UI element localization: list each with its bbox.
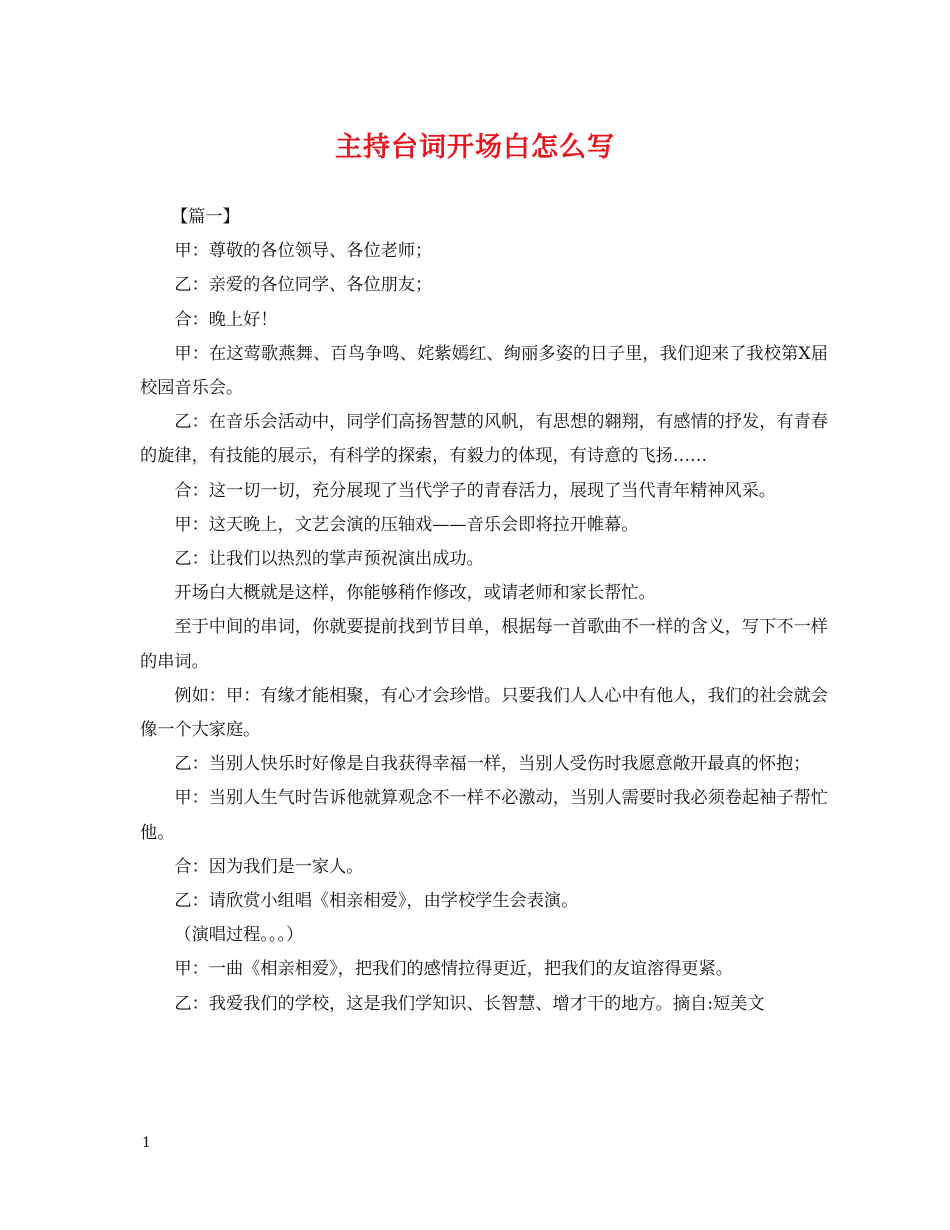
paragraph: 甲：当别人生气时告诉他就算观念不一样不必激动，当别人需要时我必须卷起袖子帮忙他。 [140, 788, 828, 843]
paragraph: 甲：尊敬的各位领导、各位老师； [174, 241, 433, 262]
paragraph: 例如：甲：有缘才能相聚，有心才会珍惜。只要我们人人心中有他人，我们的社会就会像一个大家庭。 [140, 685, 828, 741]
paragraph: 开场白大概就是这样，你能够稍作修改，或请老师和家长帮忙。 [174, 583, 656, 604]
paragraph: 乙：我爱我们的学校，这是我们学知识、长智慧、增才干的地方。摘自:短美文 [174, 993, 765, 1014]
document-body [140, 200, 828, 1021]
paragraph: 合：晚上好！ [174, 309, 278, 330]
paragraph: 乙：在音乐会活动中，同学们高扬智慧的风帆，有思想的翱翔，有感情的抒发，有青春的旋律，有技能的展示，有科学的探索，有毅力的体现，有诗意的飞扬…… [140, 412, 828, 467]
section-heading: 【篇一】 [170, 207, 240, 227]
paragraph: 乙：请欣赏小组唱《相亲相爱》，由学校学生会表演。 [174, 891, 579, 912]
paragraph: 乙：让我们以热烈的掌声预祝演出成功。 [174, 549, 484, 570]
paragraph: 合：这一切一切，充分展现了当代学子的青春活力，展现了当代青年精神风采。 [174, 480, 776, 501]
paragraph: （演唱过程。。。） [174, 925, 304, 946]
paragraph: 合：因为我们是一家人。 [174, 856, 364, 877]
paragraph: 乙：当别人快乐时好像是自我获得幸福一样，当别人受伤时我愿意敞开最真的怀抱； [174, 754, 811, 775]
paragraph: 甲：在这莺歌燕舞、百鸟争鸣、姹紫嫣红、绚丽多姿的日子里，我们迎来了我校第X届校园音乐会。 [140, 343, 828, 399]
document-title: 主持台词开场白怎么写 [335, 132, 615, 163]
paragraph: 至于中间的串词，你就要提前找到节目单，根据每一首歌曲不一样的含义，写下不一样的串词。 [140, 617, 828, 672]
paragraph: 乙：亲爱的各位同学、各位朋友； [174, 275, 433, 296]
paragraph: 甲：这天晚上，文艺会演的压轴戏——音乐会即将拉开帷幕。 [174, 514, 639, 535]
paragraph: 甲：一曲《相亲相爱》，把我们的感情拉得更近，把我们的友谊溶得更紧。 [174, 959, 733, 980]
page-number: 1 [142, 1135, 151, 1151]
